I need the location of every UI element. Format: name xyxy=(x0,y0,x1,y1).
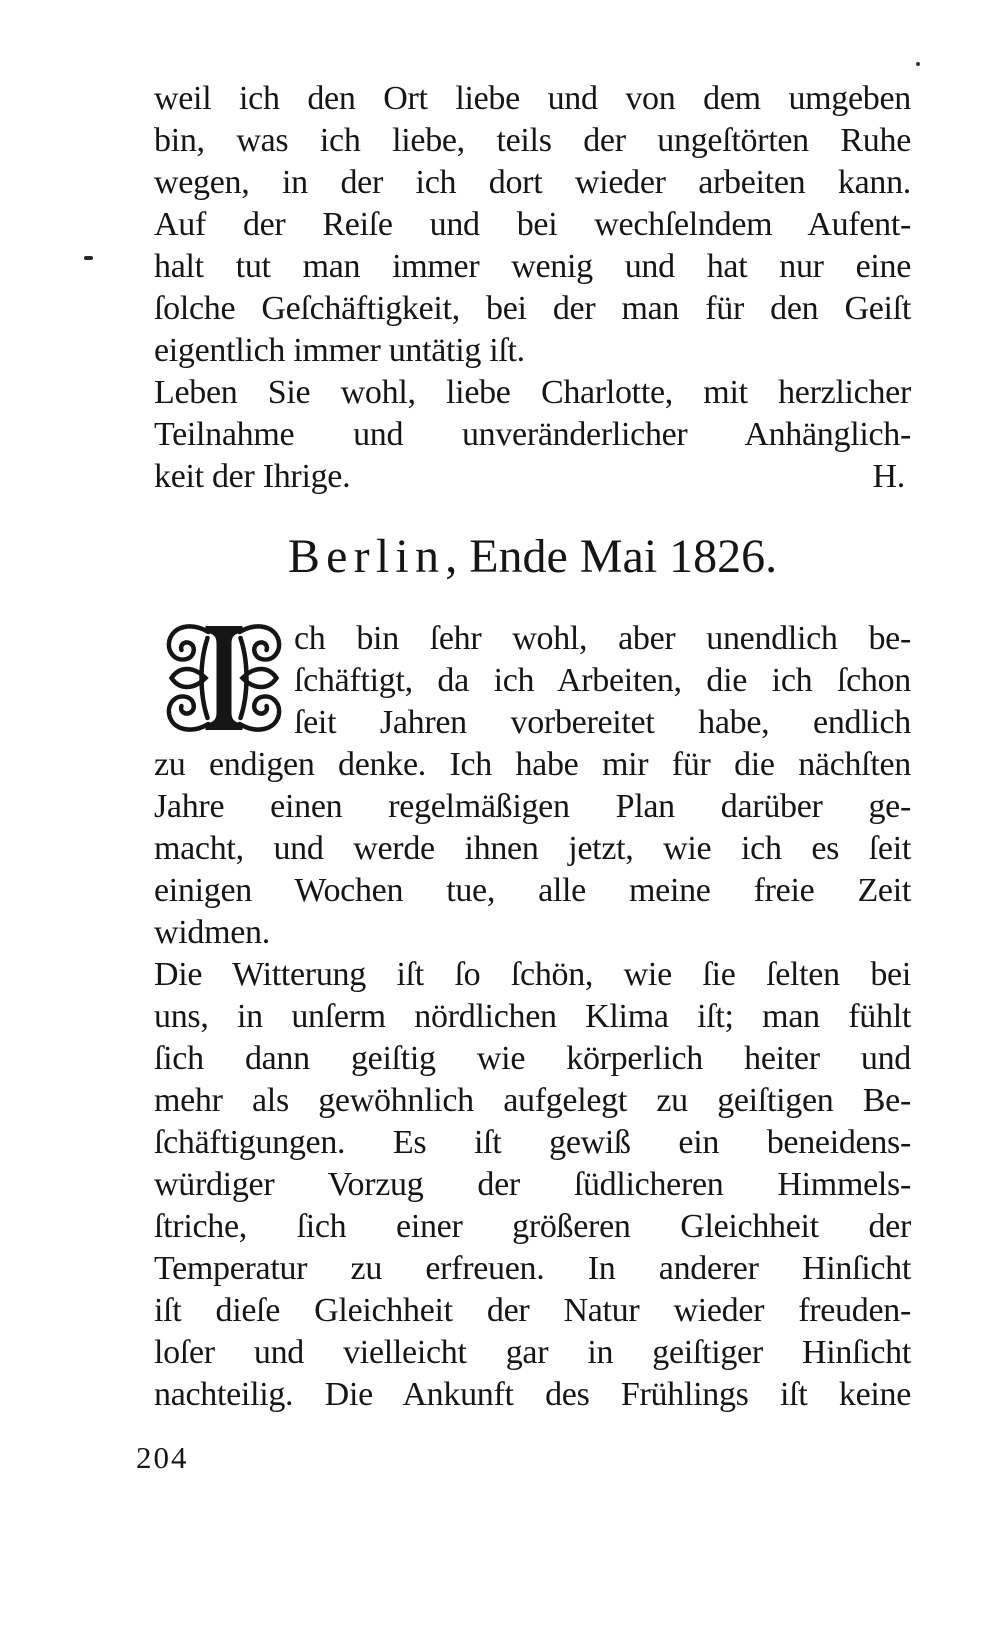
text-line: wegen, in der ich dort wieder arbeiten kann. xyxy=(154,164,911,201)
text-line: weil ich den Ort liebe und von dem umgeben xyxy=(154,80,911,117)
text-line: macht, und werde ihnen jetzt, wie ich es ſeit xyxy=(154,830,911,867)
heading-place: Berlin xyxy=(287,530,446,583)
text-line: Auf der Reiſe und bei wechſelndem Aufent- xyxy=(154,206,911,243)
signature-initial: H. xyxy=(872,458,905,495)
text-line: halt tut man immer wenig und hat nur eine xyxy=(154,248,911,285)
text-line: ſeit Jahren vorbereitet habe, endlich xyxy=(294,704,911,741)
text-line: ſchäftigt, da ich Arbeiten, die ich ſchon xyxy=(294,662,911,699)
text-line: ſolche Geſchäftigkeit, bei der man für den Geiſt xyxy=(154,290,911,327)
text-line: Jahre einen regelmäßigen Plan darüber ge- xyxy=(154,788,911,825)
text-line: Leben Sie wohl, liebe Charlotte, mit herzlicher xyxy=(154,374,911,411)
text-line: mehr als gewöhnlich aufgelegt zu geiſtigen Be- xyxy=(154,1082,911,1119)
ornamental-drop-cap-I xyxy=(154,618,294,742)
paragraph-letter-end xyxy=(154,78,911,372)
text-line: loſer und vielleicht gar in geiſtiger Hinſicht xyxy=(154,1334,911,1371)
text-line: Temperatur zu erfreuen. In anderer Hinſicht xyxy=(154,1250,911,1287)
text-line: Die Witterung iſt ſo ſchön, wie ſie ſelten bei xyxy=(154,956,911,993)
text-line: nachteilig. Die Ankunft des Frühlings iſt keine xyxy=(154,1376,911,1413)
letter-body-block xyxy=(154,618,911,1416)
paragraph-closing xyxy=(154,372,911,498)
text-line: eigentlich immer untätig iſt. xyxy=(154,332,525,369)
stray-ink-mark xyxy=(84,256,93,260)
text-line: einigen Wochen tue, alle meine freie Zeit xyxy=(154,872,911,909)
paragraph-letter-body-2 xyxy=(154,954,911,1416)
text-line: bin, was ich liebe, teils der ungeſtörten Ruhe xyxy=(154,122,911,159)
letter-heading xyxy=(154,528,911,586)
closing-text: keit der Ihrige. xyxy=(154,458,351,495)
closing-signature-line xyxy=(154,456,911,498)
text-line: würdiger Vorzug der ſüdlicheren Himmels- xyxy=(154,1166,911,1203)
text-line: Teilnahme und unveränderlicher Anhänglich- xyxy=(154,416,911,453)
text-line: ſchäftigungen. Es iſt gewiß ein beneidens- xyxy=(154,1124,911,1161)
page-number: 204 xyxy=(136,1440,189,1475)
letter-end-block xyxy=(154,78,911,498)
drop-cap-ornament-icon xyxy=(160,622,288,734)
stray-ink-speck xyxy=(916,62,920,66)
text-line: widmen. xyxy=(154,914,270,951)
text-line: uns, in unſerm nördlichen Klima iſt; man fühlt xyxy=(154,998,911,1035)
heading-date: , Ende Mai 1826. xyxy=(445,530,778,583)
text-line: ſich dann geiſtig wie körperlich heiter und xyxy=(154,1040,911,1077)
text-line: ch bin ſehr wohl, aber unendlich be- xyxy=(294,620,911,657)
text-line: iſt dieſe Gleichheit der Natur wieder freuden- xyxy=(154,1292,911,1329)
text-line: ſtriche, ſich einer größeren Gleichheit der xyxy=(154,1208,911,1245)
paragraph-letter-body-1 xyxy=(154,618,911,954)
text-line: zu endigen denke. Ich habe mir für die nächſten xyxy=(154,746,911,783)
